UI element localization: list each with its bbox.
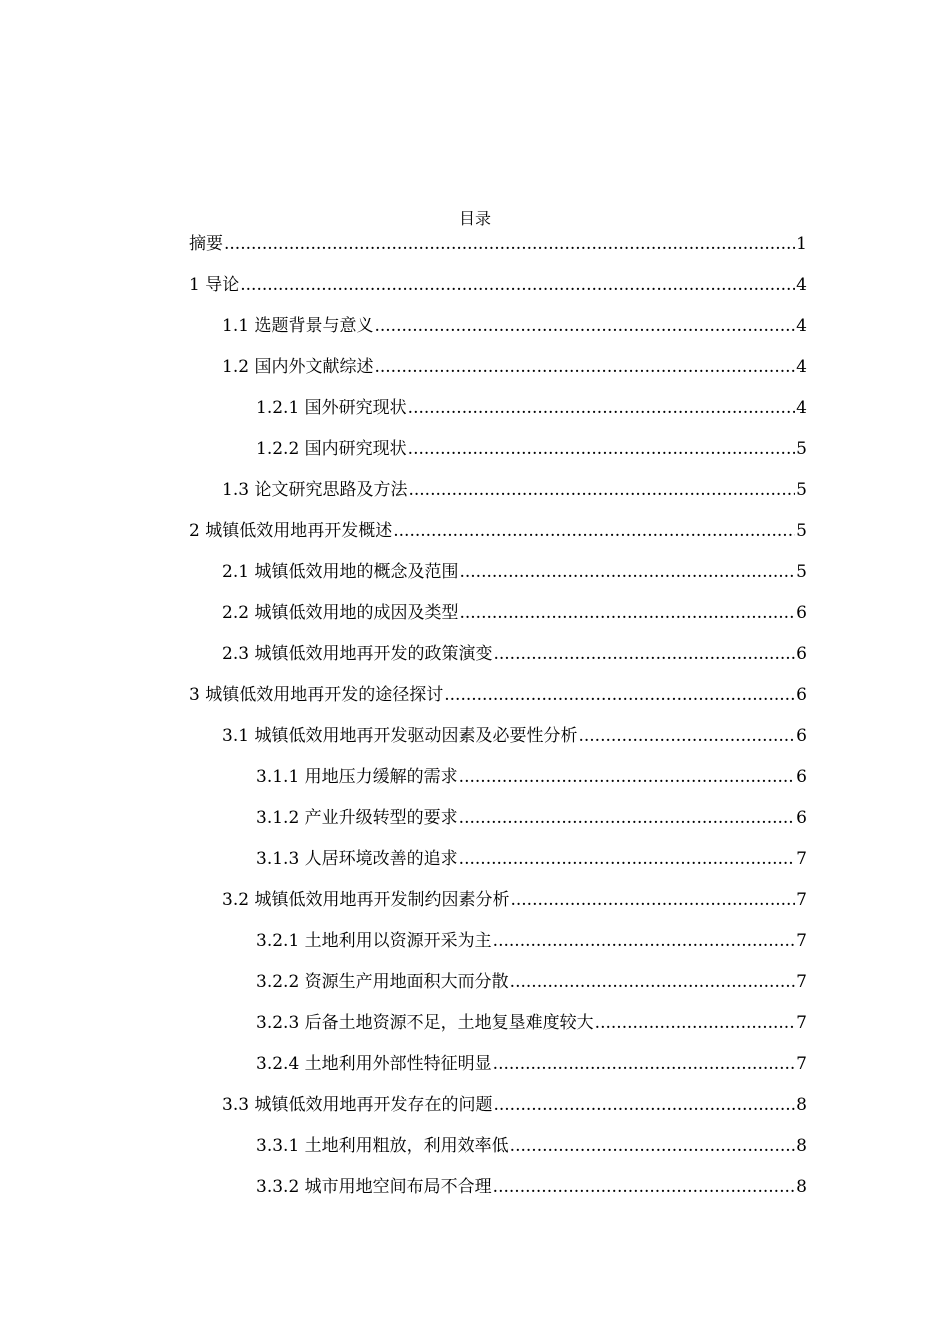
toc-leader-dots [459,845,796,873]
toc-leader-dots [393,517,795,545]
toc-entry-label: 摘要 [189,234,223,254]
toc-entry[interactable] [189,271,807,312]
toc-entry[interactable] [189,476,807,517]
toc-entry-page-number: 8 [796,1136,807,1156]
toc-leader-dots [459,558,795,586]
toc-entry-label: 3.2.4 土地利用外部性特征明显 [256,1054,492,1074]
toc-entry-label: 3.3.1 土地利用粗放，利用效率低 [256,1136,509,1156]
toc-entry-page-number: 7 [796,1013,807,1033]
toc-entry-page-number: 6 [796,644,807,664]
toc-leader-dots [493,1050,796,1078]
toc-entry[interactable] [189,927,807,968]
toc-entry-page-number: 4 [796,275,807,295]
toc-leader-dots [408,476,795,504]
toc-entry-label: 1.2 国内外文献综述 [222,357,374,377]
toc-entry-page-number: 7 [796,972,807,992]
toc-entry-page-number: 5 [796,439,807,459]
toc-entry-page-number: 6 [796,685,807,705]
toc-entry[interactable] [189,1132,807,1173]
toc-entry-label: 3.1.2 产业升级转型的要求 [256,808,458,828]
toc-entry-page-number: 4 [796,316,807,336]
toc-entry-page-number: 1 [796,234,807,254]
toc-entry-label: 3.2.1 土地利用以资源开采为主 [256,931,492,951]
toc-leader-dots [510,1132,796,1160]
toc-entry[interactable] [189,681,807,722]
toc-entry[interactable] [189,763,807,804]
toc-leader-dots [374,312,795,340]
toc-leader-dots [493,640,795,668]
toc-entry[interactable] [189,599,807,640]
toc-entry-label: 3.1.3 人居环境改善的追求 [256,849,458,869]
toc-entry-label: 3.1.1 用地压力缓解的需求 [256,767,458,787]
toc-entry-page-number: 8 [796,1177,807,1197]
toc-leader-dots [408,394,796,422]
toc-entry-label: 1.1 选题背景与意义 [222,316,374,336]
toc-entry-page-number: 7 [796,1054,807,1074]
toc-leader-dots [493,1091,795,1119]
toc-leader-dots [224,230,795,258]
toc-entry-label: 2.3 城镇低效用地再开发的政策演变 [222,644,493,664]
toc-entry-label: 1.2.1 国外研究现状 [256,398,407,418]
toc-entry[interactable] [189,312,807,353]
table-of-contents [189,230,807,1214]
toc-entry-label: 3.3 城镇低效用地再开发存在的问题 [222,1095,493,1115]
toc-entry[interactable] [189,1009,807,1050]
toc-entry-page-number: 4 [796,357,807,377]
toc-title: 目录 [458,209,491,228]
toc-entry-label: 3.1 城镇低效用地再开发驱动因素及必要性分析 [222,726,578,746]
toc-leader-dots [240,271,795,299]
toc-leader-dots [510,886,795,914]
toc-leader-dots [459,763,796,791]
toc-entry-page-number: 6 [796,767,807,787]
toc-entry-label: 2 城镇低效用地再开发概述 [189,521,393,541]
toc-entry-label: 3 城镇低效用地再开发的途径探讨 [189,685,444,705]
toc-entry[interactable] [189,722,807,763]
toc-entry-page-number: 7 [796,849,807,869]
toc-entry[interactable] [189,886,807,927]
toc-entry[interactable] [189,517,807,558]
toc-entry[interactable] [189,845,807,886]
toc-leader-dots [595,1009,796,1037]
toc-entry-page-number: 5 [796,480,807,500]
toc-entry-label: 3.2.2 资源生产用地面积大而分散 [256,972,509,992]
toc-entry-page-number: 7 [796,890,807,910]
toc-entry[interactable] [189,394,807,435]
toc-leader-dots [510,968,796,996]
toc-entry-page-number: 6 [796,808,807,828]
toc-leader-dots [493,927,796,955]
toc-entry-page-number: 5 [796,521,807,541]
toc-leader-dots [493,1173,796,1201]
toc-entry-page-number: 7 [796,931,807,951]
toc-entry-label: 3.2 城镇低效用地再开发制约因素分析 [222,890,510,910]
toc-entry-page-number: 5 [796,562,807,582]
toc-entry[interactable] [189,230,807,271]
toc-leader-dots [578,722,795,750]
toc-entry[interactable] [189,1173,807,1214]
toc-entry-label: 1.2.2 国内研究现状 [256,439,407,459]
toc-leader-dots [444,681,795,709]
toc-entry-label: 3.3.2 城市用地空间布局不合理 [256,1177,492,1197]
toc-entry-label: 2.2 城镇低效用地的成因及类型 [222,603,459,623]
toc-leader-dots [408,435,796,463]
toc-entry[interactable] [189,968,807,1009]
toc-entry[interactable] [189,558,807,599]
toc-entry[interactable] [189,804,807,845]
toc-leader-dots [459,599,795,627]
toc-entry[interactable] [189,1091,807,1132]
toc-leader-dots [374,353,795,381]
toc-entry-page-number: 6 [796,603,807,623]
toc-leader-dots [459,804,796,832]
toc-entry[interactable] [189,640,807,681]
toc-entry-label: 3.2.3 后备土地资源不足，土地复垦难度较大 [256,1013,594,1033]
toc-entry-page-number: 8 [796,1095,807,1115]
toc-entry[interactable] [189,353,807,394]
toc-entry-label: 1 导论 [189,275,240,295]
toc-entry[interactable] [189,1050,807,1091]
toc-entry-label: 1.3 论文研究思路及方法 [222,480,408,500]
toc-entry[interactable] [189,435,807,476]
toc-entry-label: 2.1 城镇低效用地的概念及范围 [222,562,459,582]
toc-entry-page-number: 6 [796,726,807,746]
toc-entry-page-number: 4 [796,398,807,418]
